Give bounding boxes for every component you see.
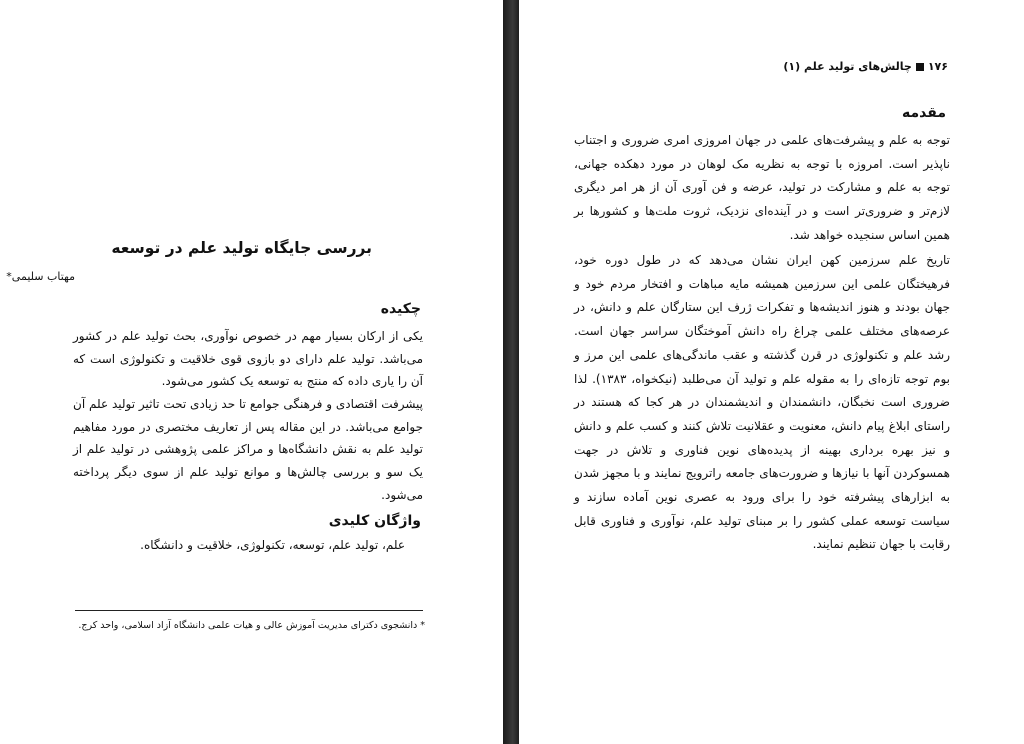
left-page	[0, 0, 503, 744]
header-square-icon	[916, 63, 924, 71]
author-name: مهتاب سلیمی*	[6, 270, 75, 283]
body-paragraph: تاریخ علم سرزمین کهن ایران نشان می‌دهد که در طول دوره خود، فرهیختگان علمی این سرزمین همیشه مایه مباهات و افتخار مردم خود و جهان بودند و هنوز اندیشه‌ها و تفکرات ژرف این ستارگان علم و دانش، در عرصه‌های مختلف علمی چراغ راه دانش آموختگان سراسر جهان است. رشد علم و تکنولوژی در قرن گذشته و عقب ماندگی‌های علمی این مرز و بوم توجه تازه‌ای را به مقوله علم و تولید آن می‌طلبد (نیکخواه، ۱۳۸۳). لذا ضروری است نخبگان، دانشمندان و اندیشمندان در هر کجا که هستند در راستای ابلاغ پیام دانش، معنویت و عقلانیت تلاش کنند و کسب علم و دانش و نیز بهره برداری بهینه از پدیده‌های نوین فناوری و تلاش در جهت همسوکردن آنها با نیازها و ضرورت‌های جامعه راترویج نمایند و با مجهز شدن به ابزارهای پیشرفته خود را برای ورود به عصری نوین آماده سازند و سیاست توسعه عملی کشور را بر مبنای تولید علم، نوآوری و فناوری قابل رقابت با جهان تنظیم نمایند.	[574, 253, 950, 552]
running-header	[698, 60, 948, 73]
keywords-heading: واژگان کلیدی	[328, 513, 421, 529]
abstract-heading: چکیده	[380, 301, 421, 317]
article-title: بررسی جایگاه تولید علم در توسعه	[111, 239, 372, 257]
abstract-paragraph: یکی از ارکان بسیار مهم در خصوص نوآوری، بحث تولید علم در کشور می‌باشد. تولید علم دارای دو بازوی قوی خلاقیت و تکنولوژی است که آن را یاری داده که منتج به توسعه یک کشور می‌شود.	[73, 329, 423, 389]
footnote-divider	[75, 610, 423, 611]
running-header-title: چالش‌های تولید علم (۱)	[783, 60, 912, 73]
body-paragraph: توجه به علم و پیشرفت‌های علمی در جهان امروزی امری ضروری و اجتناب ناپذیر است. امروزه با توجه به نظریه مک لوهان در مورد دهکده جهانی، توجه به علم و مشارکت در تولید، عرضه و فن آوری آن از هر امر دیگری لازم‌تر و ضروری‌تر است و در آینده‌ای نزدیک، ثروت ملت‌ها و کشورها بر همین اساس سنجیده خواهد شد.	[574, 133, 950, 242]
intro-heading: مقدمه	[902, 105, 946, 121]
keywords-text: علم، تولید علم، توسعه، تکنولوژی، خلاقیت و دانشگاه.	[140, 538, 405, 552]
abstract-paragraph: پیشرفت اقتصادی و فرهنگی جوامع تا حد زیادی تحت تاثیر تولید علم آن جوامع می‌باشد. در این مقاله پس از تعاریف مختصری در مورد مفاهیم تولید علم به نقش دانشگاه‌ها و مراکز علمی پژوهشی در تولید علم از یک سو و بررسی چالش‌ها و موانع تولید علم از سوی دیگر پرداخته می‌شود.	[73, 397, 423, 502]
book-spine	[503, 0, 519, 744]
right-page	[519, 0, 1024, 744]
footnote: * دانشجوی دکترای مدیریت آموزش عالی و هیات علمی دانشگاه آزاد اسلامی، واحد کرج.	[78, 620, 425, 631]
page-number: ۱۷۶	[927, 60, 948, 73]
